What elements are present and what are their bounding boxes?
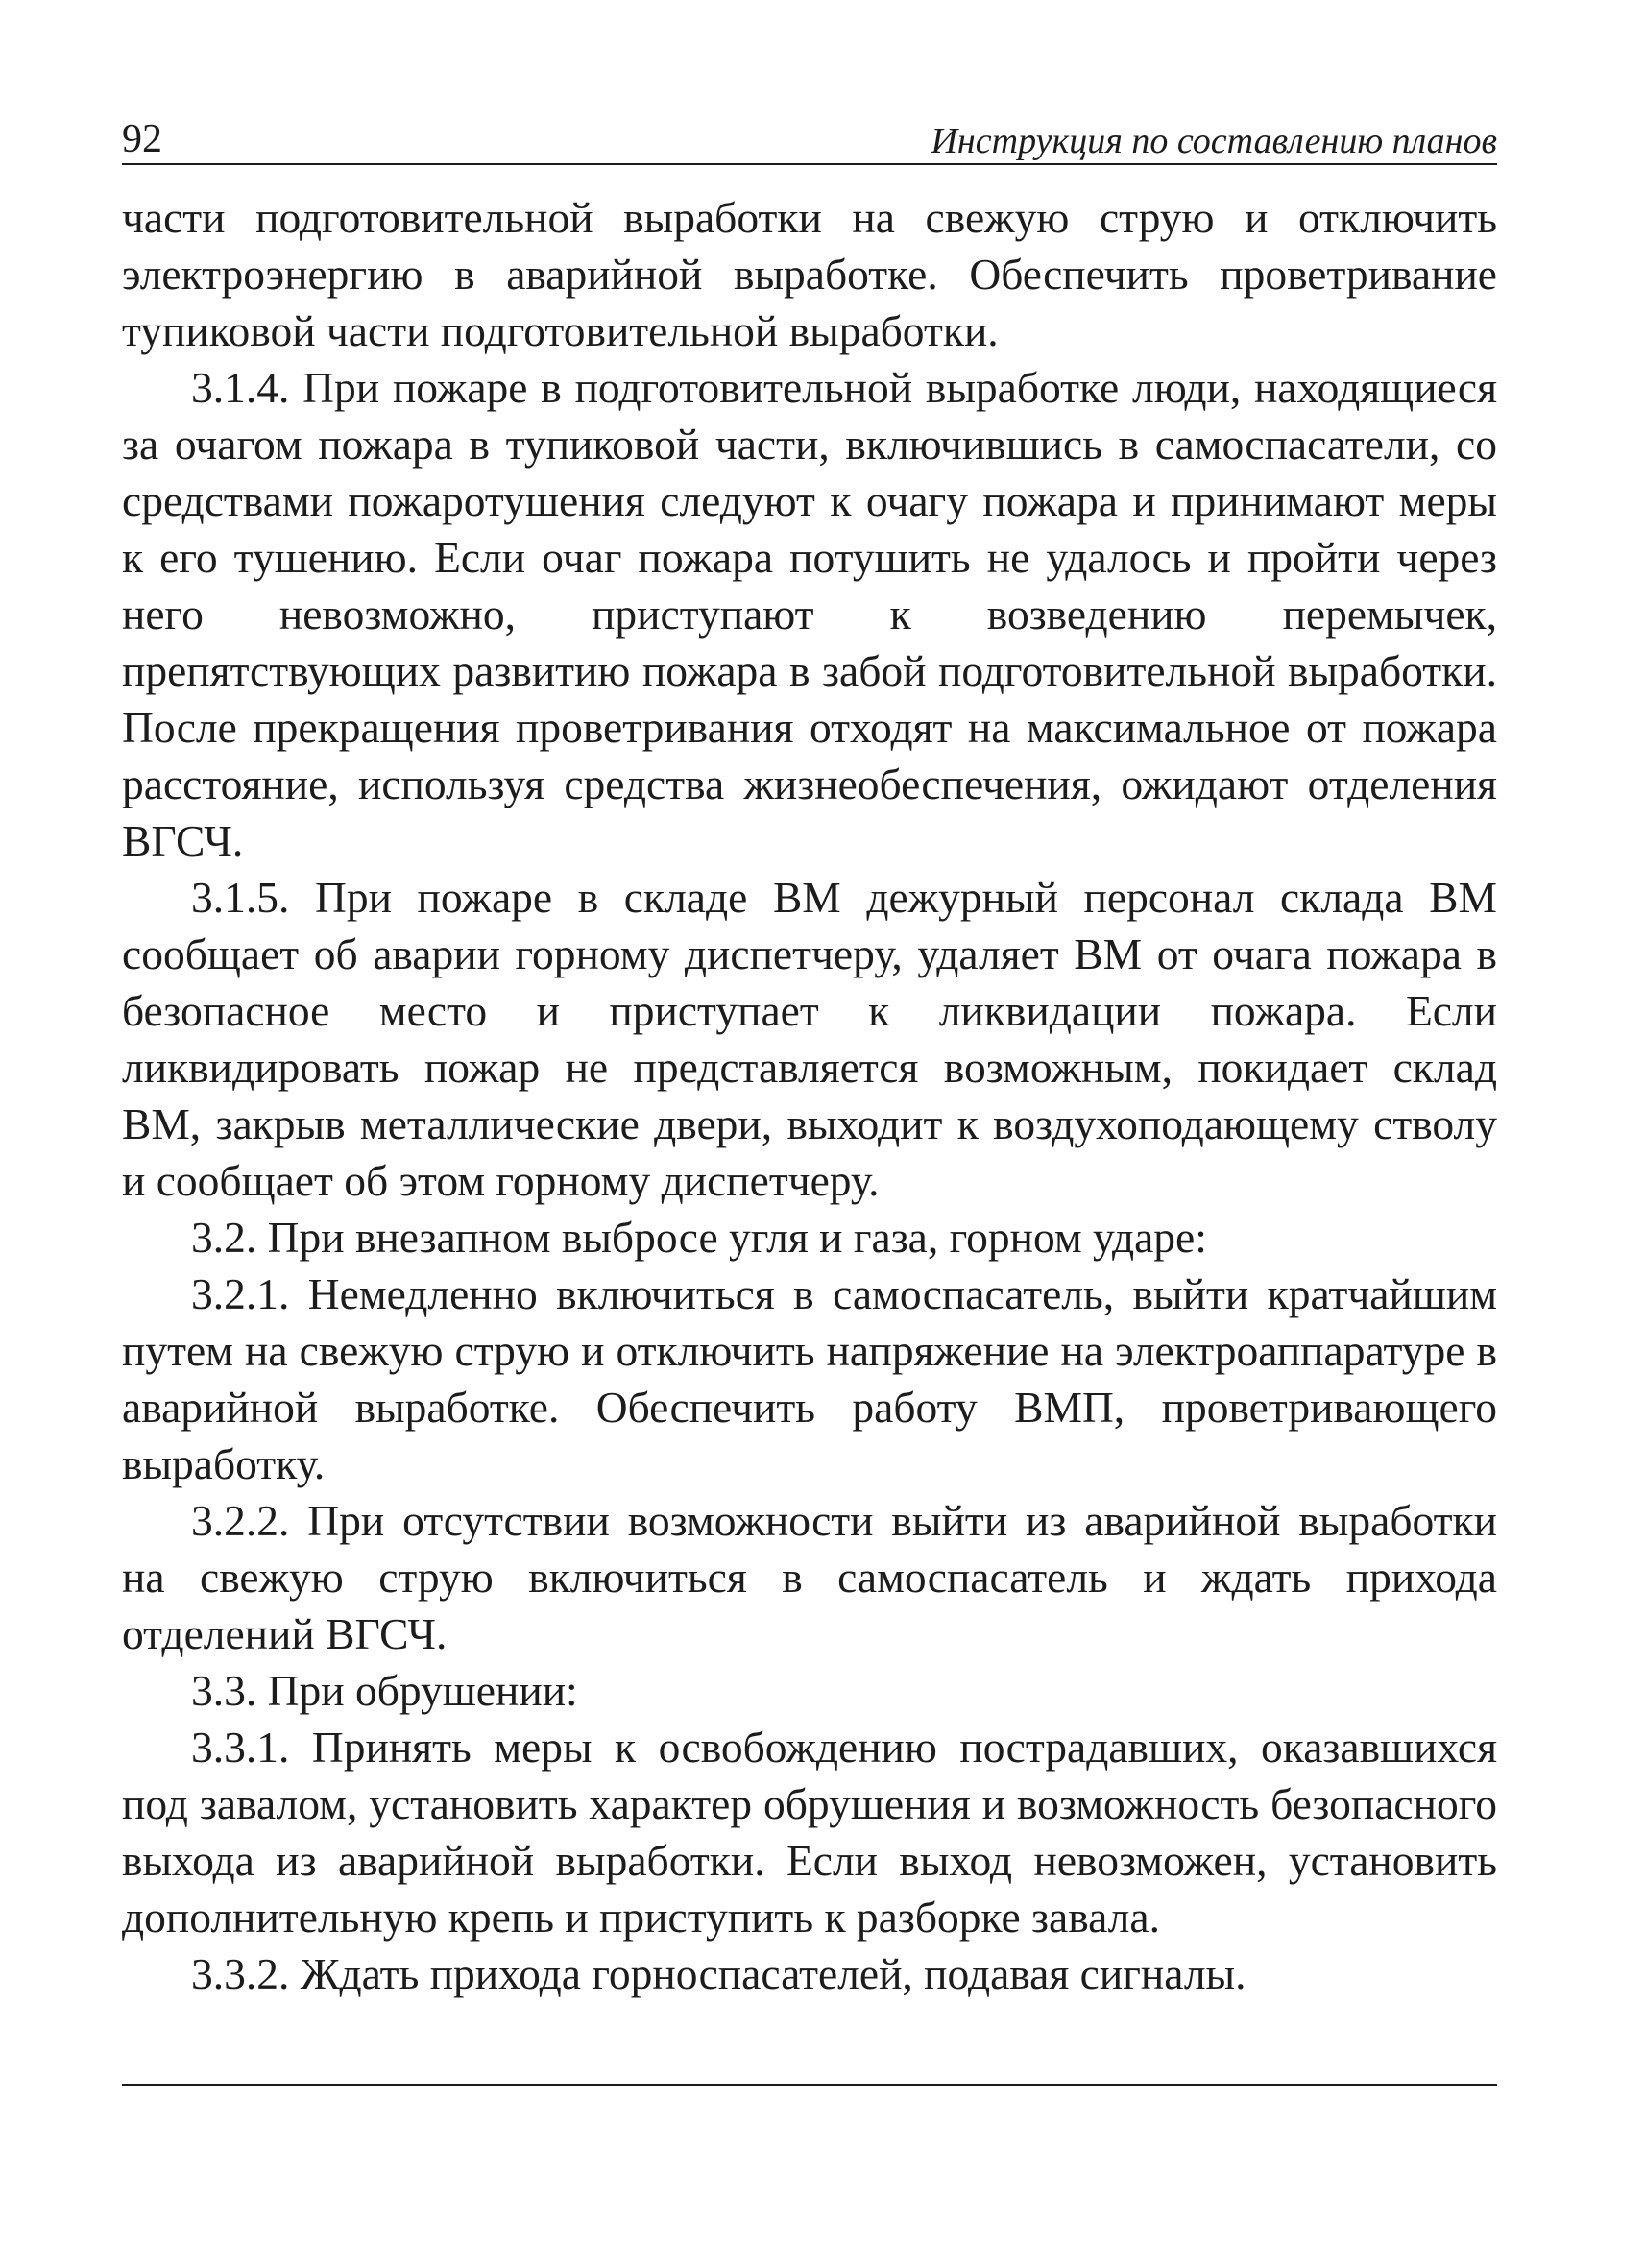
paragraph: 3.3.1. Принять меры к освобождению пострадавших, оказавшихся под завалом, установить характер обрушения и возможность безопасного выхода из аварийной выработки. Если выход невозможен, установить дополнительную крепь и приступить к разборке завала.: [122, 1723, 1497, 1942]
paragraph: 3.1.4. При пожаре в подготовительной выработке люди, находящиеся за очагом пожара в тупиковой части, включившись в самоспасатели, со средствами пожаротушения следуют к очагу пожара и принимают меры к его тушению. Если очаг пожара потушить не удалось и пройти через него невозможно, приступают к возведению перемычек, препятствующих развитию пожара в забой подготовительной выработки. После прекращения проветривания отходят на максимальное от пожара расстояние, используя средства жизнеобеспечения, ожидают отделения ВГСЧ.: [122, 363, 1497, 865]
paragraph: 3.3.2. Ждать прихода горноспасателей, подавая сигналы.: [191, 1949, 1246, 1998]
page-header: [122, 113, 1497, 163]
body-text: [122, 189, 1497, 2002]
running-title: Инструкция по составлению планов: [931, 121, 1497, 161]
paragraph: 3.2.2. При отсутствии возможности выйти из аварийной выработки на свежую струю включиться в самоспасатель и ждать прихода отделений ВГСЧ.: [122, 1496, 1497, 1658]
paragraph: 3.1.5. При пожаре в складе ВМ дежурный персонал склада ВМ сообщает об аварии горному диспетчеру, удаляет ВМ от очага пожара в безопасное место и приступает к ликвидации пожара. Если ликвидировать пожар не представляется возможным, покидает склад ВМ, закрыв металлические двери, выходит к воздухоподающему стволу и сообщает об этом горному диспетчеру.: [122, 873, 1497, 1205]
footer-divider: [122, 2084, 1497, 2086]
paragraph: 3.2.1. Немедленно включиться в самоспасатель, выйти кратчайшим путем на свежую струю и отключить напряжение на электроаппаратуре в аварийной выработке. Обеспечить работу ВМП, проветривающего выработку.: [122, 1269, 1497, 1488]
paragraph: части подготовительной выработки на свежую струю и отключить электроэнергию в аварийной выработке. Обеспечить проветривание тупиковой части подготовительной выработки.: [122, 193, 1497, 355]
paragraph: 3.3. При обрушении:: [191, 1666, 578, 1715]
paragraph: 3.2. При внезапном выбросе угля и газа, горном ударе:: [191, 1213, 1207, 1262]
header-divider: [122, 163, 1497, 165]
page-number: 92: [122, 117, 162, 161]
